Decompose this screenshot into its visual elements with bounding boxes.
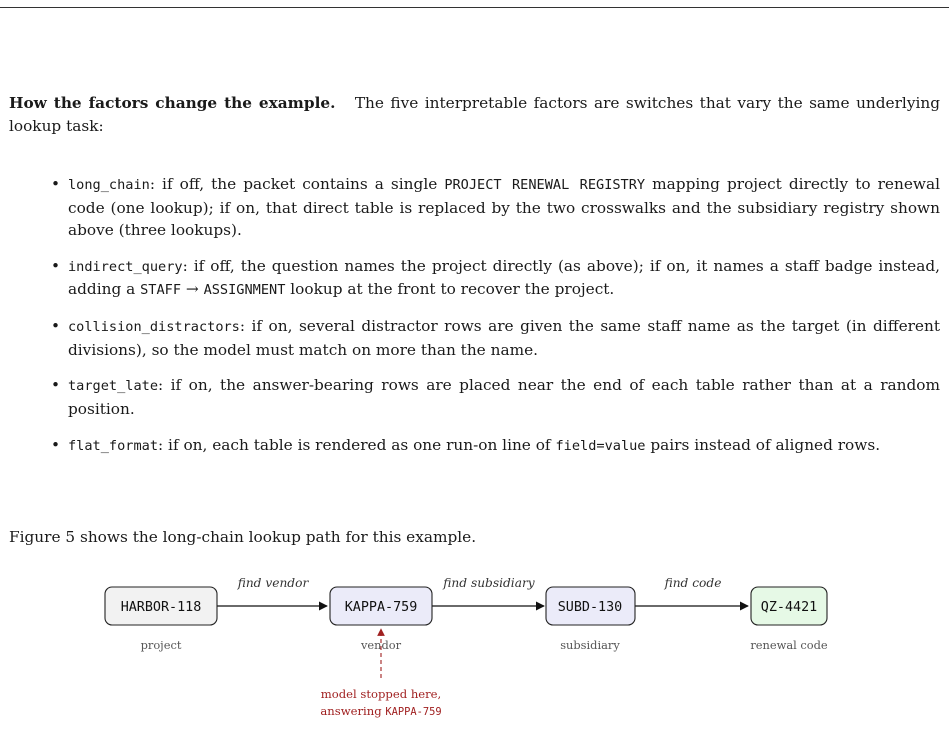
factor-name: flat_format [68, 437, 159, 454]
bullet-icon: • [51, 376, 61, 395]
factor-name: collision_distractors [68, 319, 240, 336]
node-vendor-label: KAPPA-759 [344, 600, 418, 615]
factor-item-collision-distractors [48, 315, 940, 361]
factor-item-indirect-query [48, 255, 940, 302]
bullet-icon: • [51, 256, 61, 275]
node-renewal-code-caption: renewal code [750, 638, 828, 652]
node-subsidiary [546, 587, 635, 652]
stop-note-line1: model stopped here, [320, 687, 442, 701]
bullet-icon: • [51, 175, 61, 193]
factor-item-target-late [48, 374, 940, 420]
inline-code: STAFF [140, 282, 182, 299]
edge-label-3: find code [664, 576, 722, 590]
node-renewal-code-label: QZ-4421 [760, 600, 818, 615]
inline-code: field=value [555, 437, 646, 454]
node-subsidiary-caption: subsidiary [560, 638, 620, 652]
node-vendor-caption: vendor [360, 638, 402, 652]
stop-note-line2 [320, 704, 441, 718]
factor-name: indirect_query [68, 258, 183, 275]
factor-item-long-chain [48, 173, 940, 242]
node-subsidiary-label: SUBD-130 [557, 600, 623, 615]
lookup-path-diagram [0, 560, 949, 732]
factor-name: target_late [68, 378, 159, 395]
node-project-caption: project [140, 638, 182, 652]
factor-name: long_chain [68, 177, 150, 193]
factor-text: : if on, the answer-bearing rows are placed near the end of each table rather than at a random position. [68, 376, 940, 418]
factor-text: pairs instead of aligned rows. [645, 435, 881, 454]
factor-text: → [181, 280, 204, 299]
factors-paragraph [9, 92, 940, 137]
paragraph-text: The five interpretable factors are switches that vary the same underlying lookup task: [9, 94, 940, 135]
factor-text: : if off, the packet contains a single [149, 175, 445, 193]
factor-text: lookup at the front to recover the project. [285, 280, 615, 299]
node-project-label: HARBOR-118 [120, 600, 202, 615]
factor-list [48, 173, 940, 470]
factor-text: : if on, several distractor rows are given the same staff name as the target (in different divisions), so the model must match on more than the name. [68, 317, 940, 359]
paragraph-heading: How the factors change the example. [9, 94, 336, 112]
bullet-icon: • [51, 435, 61, 454]
edge-label-1: find vendor [237, 576, 309, 590]
inline-code: ASSIGNMENT [203, 282, 286, 299]
factor-text: mapping project directly to renewal code (one lookup); if on, that direct table is replaced by the two crosswalks and the subsidiary registry shown above (three lookups). [68, 175, 940, 239]
bullet-icon: • [51, 317, 61, 336]
edge-label-2: find subsidiary [443, 576, 535, 590]
top-rule [0, 7, 949, 8]
stop-note-prefix: answering [320, 704, 386, 718]
stop-note-code: KAPPA-759 [385, 706, 442, 718]
factor-text: : if off, the question names the project directly (as above); if on, it names a staff badge instead, adding a [68, 256, 940, 299]
inline-code: PROJECT RENEWAL REGISTRY [444, 177, 646, 193]
factor-item-flat-format [48, 434, 940, 458]
node-renewal-code [750, 587, 828, 652]
factor-text: : if on, each table is rendered as one run-on line of [158, 435, 556, 454]
node-project [105, 587, 217, 652]
figure-intro: Figure 5 shows the long-chain lookup path for this example. [9, 528, 477, 546]
